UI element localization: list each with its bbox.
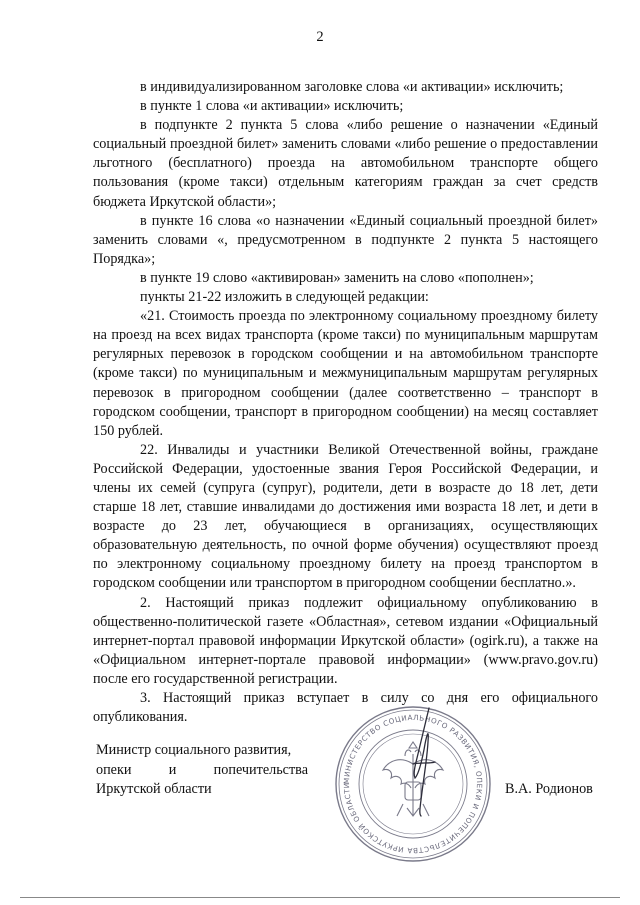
paragraph-6: пункты 21-22 изложить в следующей редакции: <box>140 289 429 306</box>
position-line-2: опеки и попечительства <box>96 761 308 778</box>
paragraph-9: 2. Настоящий приказ подлежит официальному опубликованию в общественно-политической газете «Областная», сетевом издании «Официальный интернет-портал правовой информации Иркутской области» (ogirk.ru), а также на «Официальном интернет-портале правовой информации» (www.pravo.gov.ru) после его государственной регистрации. <box>93 594 598 687</box>
position-line-1: Министр социального развития, <box>96 742 292 758</box>
page-number: 2 <box>316 29 324 45</box>
paragraph-5: в пункте 19 слово «активирован» заменить на слово «пополнен»; <box>140 269 534 286</box>
document-body <box>93 78 598 727</box>
handwritten-signature <box>395 704 455 824</box>
position-line-3: Иркутской области <box>96 781 212 797</box>
signatory-name: В.А. Родионов <box>505 781 593 797</box>
paragraph-1: в индивидуализированном заголовке слова «и активации» исключить; <box>140 79 564 95</box>
bottom-divider <box>20 897 620 898</box>
seal-text: МИНИСТЕРСТВО СОЦИАЛЬНОГО РАЗВИТИЯ, ОПЕКИ И ПОПЕЧИТЕЛЬСТВА ИРКУТСКОЙ ОБЛАСТИ <box>341 712 485 856</box>
paragraph-3: в подпункте 2 пункта 5 слова «либо решение о назначении «Единый социальный проездной билет» заменить словами «либо решение о предоставлении льготного (бесплатного) проезда на автомобильном транспорте общего пользования (кроме такси) отдельным категориям граждан за счет средств бюджета Иркутской области»; <box>93 117 598 210</box>
paragraph-10: 3. Настоящий приказ вступает в силу со дня его официального опубликования. <box>93 690 598 726</box>
paragraph-8: 22. Инвалиды и участники Великой Отечественной войны, граждане Российской Федерации, удостоенные звания Героя Российской Федерации, и члены их семей (супруга (супруг), родители, дети в возрасте до 18 лет, дети старше 18 лет, ставшие инвалидами до достижения ими возраста 18 лет, и дети в возрасте до 23 лет, обучающиеся в организациях, осуществляющих образовательную деятельность, по очной форме обучения) осуществляют проезд по электронному социальному проездному билету на проезд транспортом в городском сообщении или транспортом в пригородном сообщении бесплатно.». <box>93 441 598 592</box>
signatory-position <box>96 741 308 800</box>
paragraph-2: в пункте 1 слова «и активации» исключить; <box>140 98 404 115</box>
paragraph-7: «21. Стоимость проезда по электронному социальному проездному билету на проезд на всех видах транспорта (кроме такси) по муниципальным маршрутам регулярных перевозок в городском сообщении и на автомобильном транспорте (кроме такси) по муниципальным и межмуниципальным маршрутам регулярных перевозок в пригородном сообщении (далее соответственно – транспорт в городском сообщении, транспорт в пригородном сообщении) на месяц составляет 150 рублей. <box>93 308 598 439</box>
paragraph-4: в пункте 16 слова «о назначении «Единый социальный проездной билет» заменить словами «, предусмотренном в подпункте 2 пункта 5 настоящего Порядка»; <box>93 212 598 267</box>
